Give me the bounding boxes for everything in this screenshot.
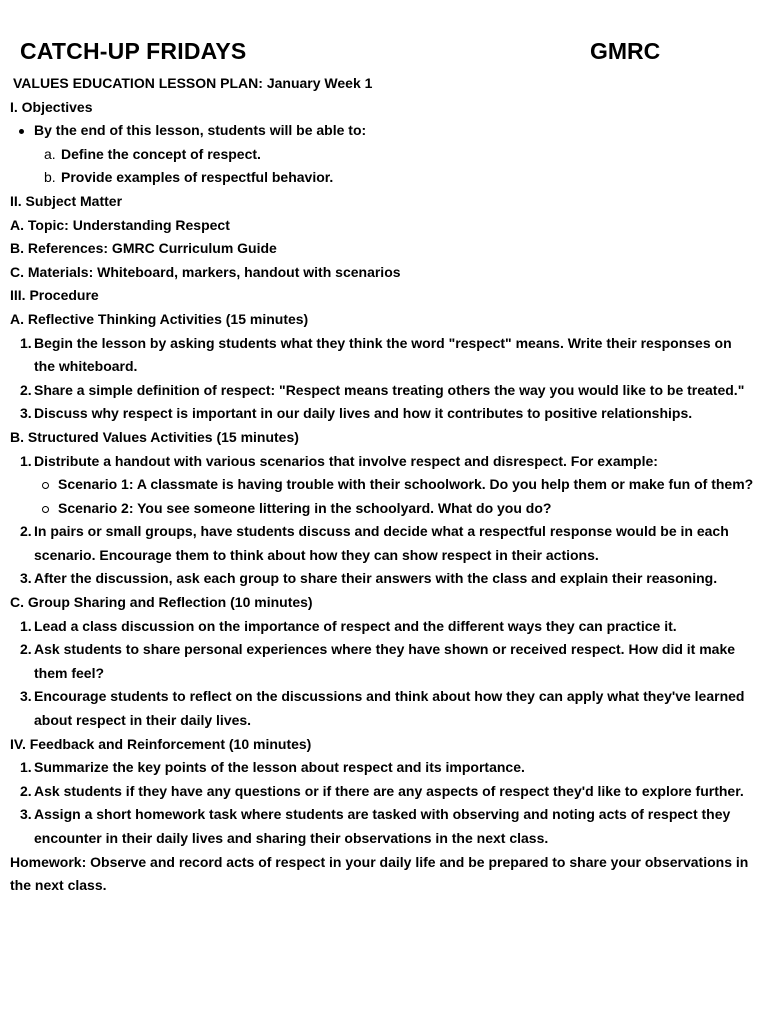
list-item-number: 1. [20, 759, 32, 776]
subject-matter-topic: A. Topic: Understanding Respect [10, 216, 230, 233]
list-item [10, 567, 755, 591]
section-b-heading: B. Structured Values Activities (15 minutes) [10, 428, 299, 445]
scenario-text: Scenario 1: A classmate is having trouble with their schoolwork. Do you help them or make fun of them? [58, 476, 754, 493]
list-item-number: 3. [20, 688, 32, 705]
list-item [10, 520, 755, 567]
list-item-text: Begin the lesson by asking students what they think the word "respect" means. Write their responses on the whiteboard. [34, 334, 732, 375]
objectives-intro [10, 119, 755, 143]
hollow-bullet-icon [42, 506, 49, 513]
list-item-text: After the discussion, ask each group to share their answers with the class and explain their reasoning. [34, 570, 718, 587]
list-item-number: 3. [20, 806, 32, 823]
objectives-intro-text: By the end of this lesson, students will be able to: [34, 122, 367, 139]
list-item-text: Assign a short homework task where students are tasked with observing and noting acts of respect they encounter in their daily lives and sharing their observations in the next class. [34, 806, 731, 846]
list-item-number: 3. [20, 570, 32, 587]
list-item-number: 1. [20, 334, 32, 351]
section-c-heading: C. Group Sharing and Reflection (10 minutes) [10, 594, 313, 611]
list-item-text: Distribute a handout with various scenarios that involve respect and disrespect. For example: [34, 452, 658, 469]
list-item-number: 2. [20, 782, 32, 799]
document-title: CATCH-UP FRIDAYS [20, 38, 247, 64]
list-item [10, 402, 755, 426]
list-item-number: 1. [20, 452, 32, 469]
procedure-heading: III. Procedure [10, 287, 99, 304]
list-item [10, 379, 755, 403]
scenario-text: Scenario 2: You see someone littering in the schoolyard. What do you do? [58, 499, 552, 516]
section-a-heading: A. Reflective Thinking Activities (15 minutes) [10, 310, 309, 327]
subject-matter-references: B. References: GMRC Curriculum Guide [10, 240, 277, 257]
list-item-text: In pairs or small groups, have students discuss and decide what a respectful response would be in each scenario. Encourage them to think about how they can show respect in their actions. [34, 523, 729, 563]
list-item [10, 685, 755, 732]
list-item [10, 615, 755, 639]
scenario-item [10, 473, 755, 497]
list-item [10, 638, 755, 685]
scenario-item [10, 497, 755, 521]
list-item-number: 2. [20, 641, 32, 658]
subject-label: GMRC [590, 38, 661, 64]
objective-marker: b. [44, 169, 56, 186]
list-item-number: 2. [20, 523, 32, 540]
hollow-bullet-icon [42, 482, 49, 489]
objective-item [10, 166, 755, 190]
objective-text: Provide examples of respectful behavior. [61, 169, 334, 186]
list-item-number: 2. [20, 381, 32, 398]
list-item-text: Share a simple definition of respect: "Respect means treating others the way you would like to be treated." [34, 381, 745, 398]
objectives-heading: I. Objectives [10, 98, 93, 115]
homework-note: Homework: Observe and record acts of respect in your daily life and be prepared to share your observations in the next class. [10, 853, 749, 894]
subject-matter-materials: C. Materials: Whiteboard, markers, handout with scenarios [10, 263, 401, 280]
document-header [20, 38, 700, 68]
list-item-text: Summarize the key points of the lesson about respect and its importance. [34, 759, 525, 776]
list-item [10, 756, 755, 780]
list-item-text: Discuss why respect is important in our daily lives and how it contributes to positive relationships. [34, 405, 693, 422]
list-item [10, 332, 755, 379]
lesson-plan-body [10, 72, 755, 898]
list-item-text: Ask students to share personal experiences where they have shown or received respect. How did it make them feel? [34, 641, 736, 681]
subject-matter-heading: II. Subject Matter [10, 192, 123, 209]
list-item-text: Ask students if they have any questions or if there are any aspects of respect they'd like to explore further. [34, 782, 744, 799]
list-item [10, 450, 755, 474]
list-item [10, 803, 755, 850]
list-item-number: 1. [20, 617, 32, 634]
list-item-text: Encourage students to reflect on the discussions and think about how they can apply what they've learned about respect in their daily lives. [34, 688, 745, 729]
feedback-heading: IV. Feedback and Reinforcement (10 minutes) [10, 735, 312, 752]
list-item [10, 780, 755, 804]
objective-marker: a. [44, 145, 56, 162]
list-item-number: 3. [20, 405, 32, 422]
bullet-icon [19, 129, 24, 134]
objective-item [10, 143, 755, 167]
lesson-plan-subtitle: VALUES EDUCATION LESSON PLAN: January Week 1 [13, 75, 373, 91]
list-item-text: Lead a class discussion on the importance of respect and the different ways they can practice it. [34, 617, 677, 634]
objective-text: Define the concept of respect. [61, 145, 261, 162]
